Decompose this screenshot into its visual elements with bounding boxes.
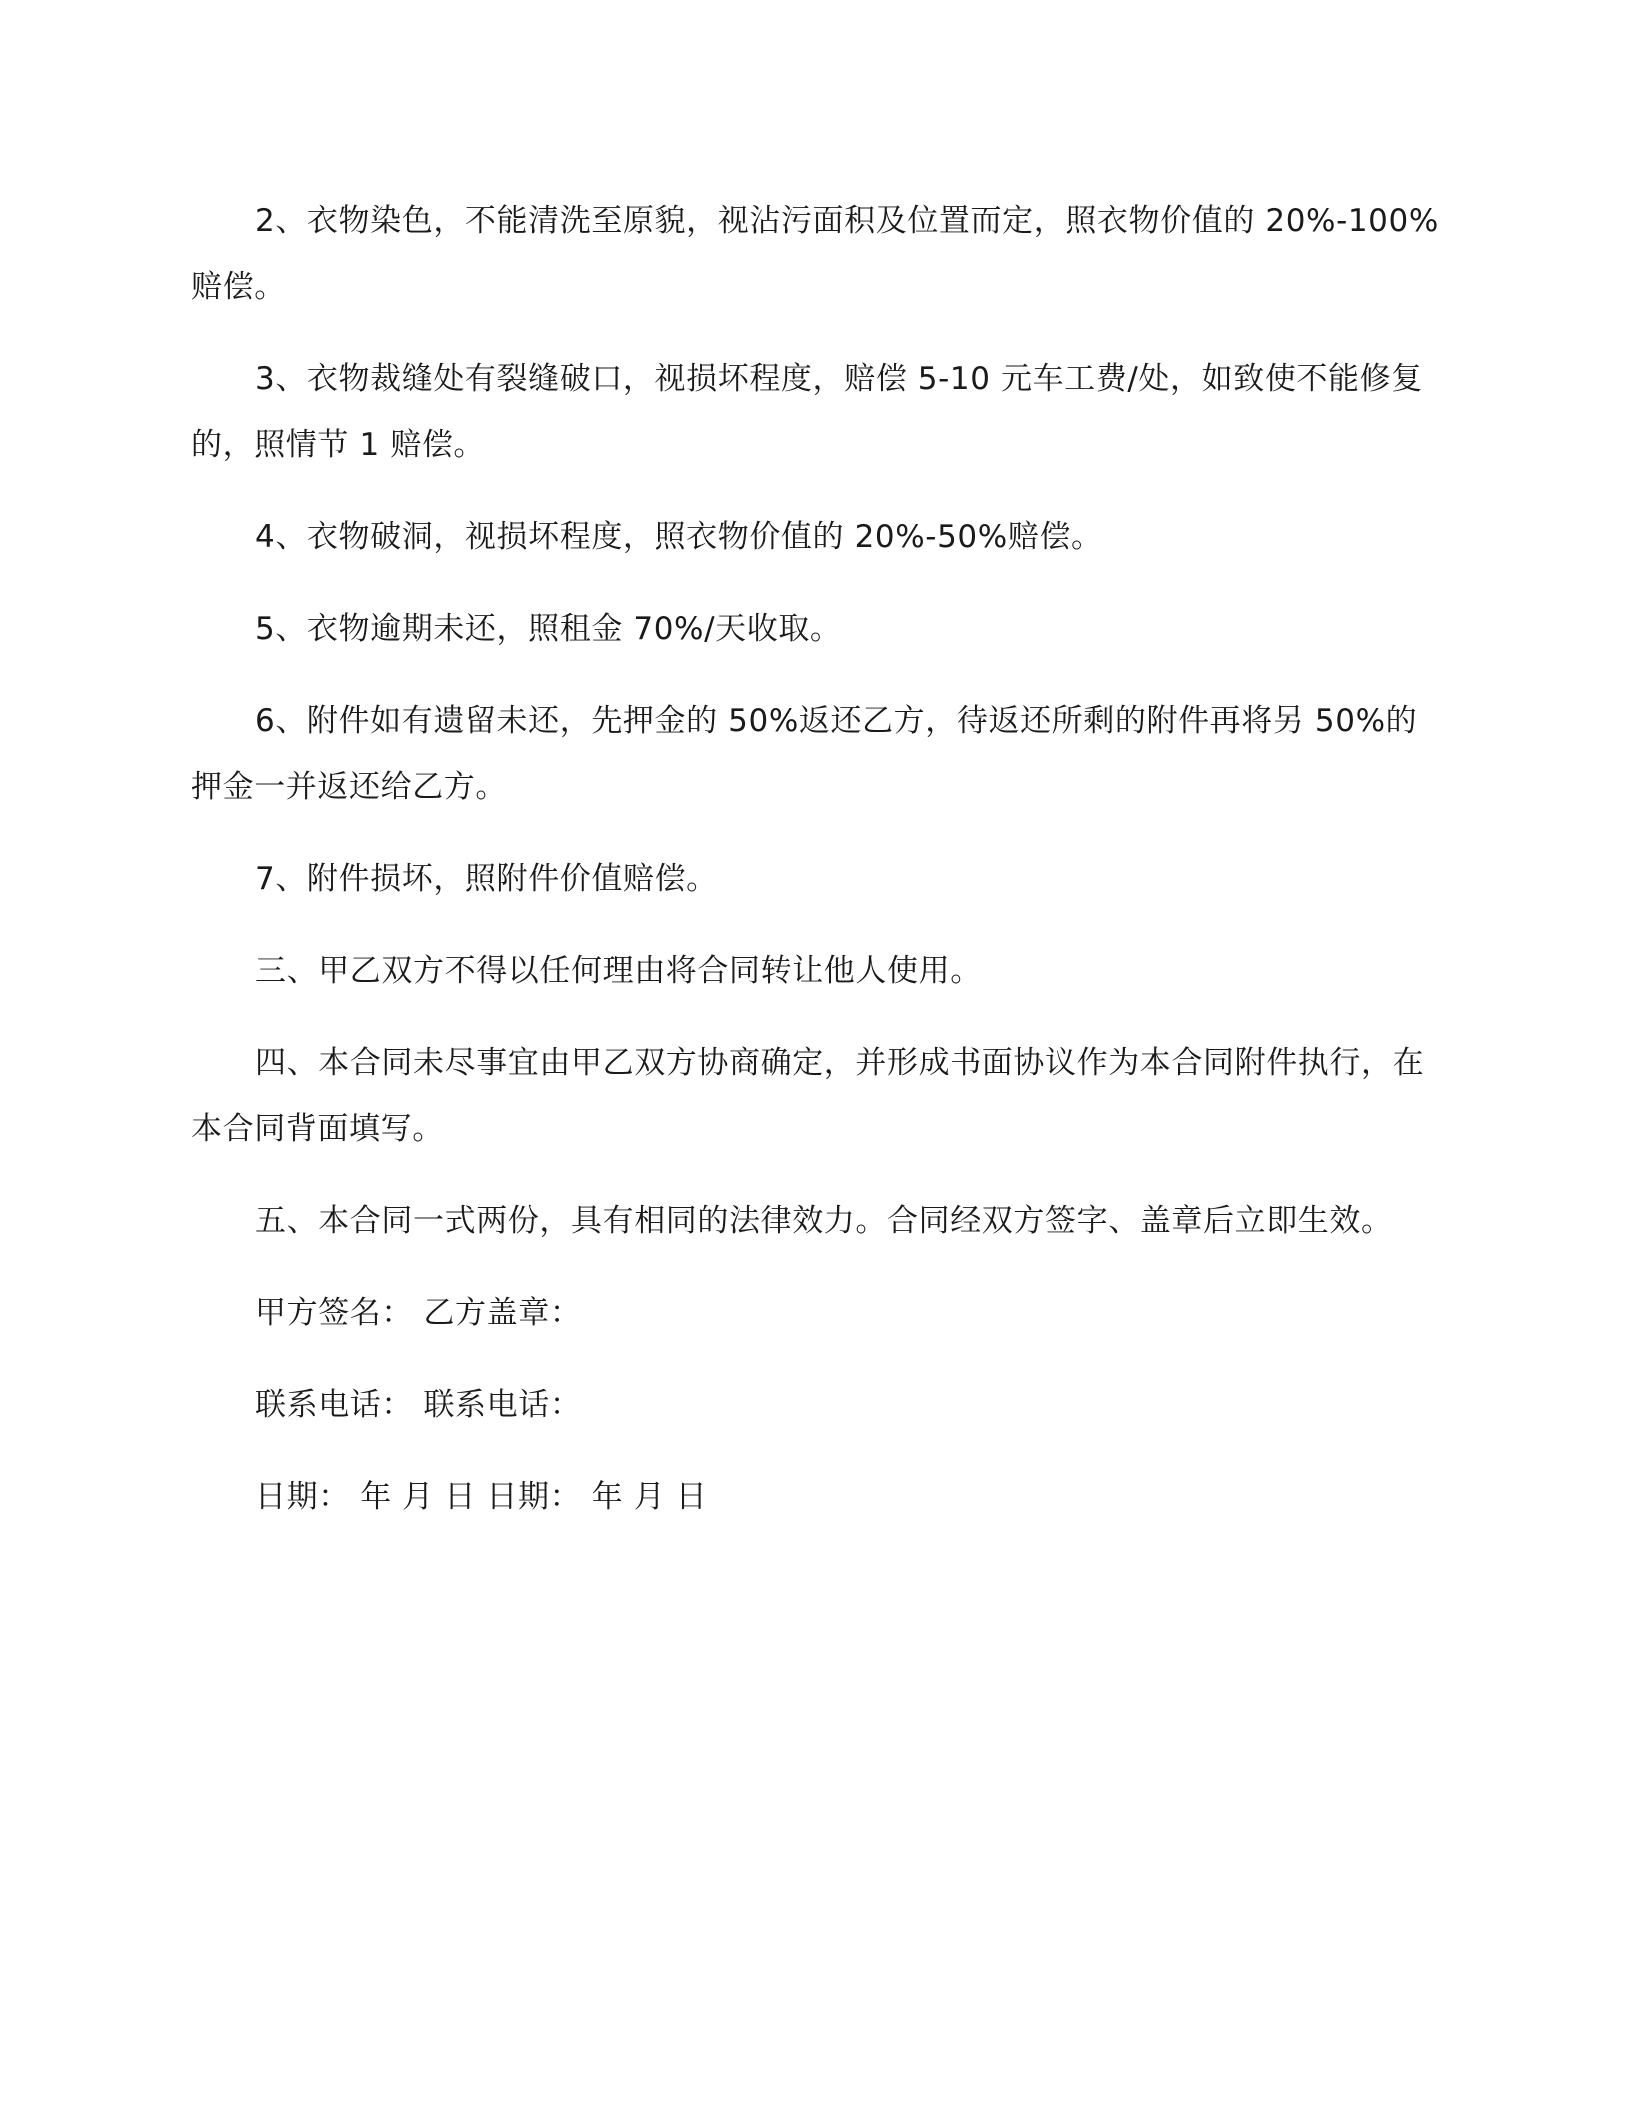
- section-3-no-transfer: 三、甲乙双方不得以任何理由将合同转让他人使用。: [255, 953, 982, 989]
- contact-phone-line: 联系电话： 联系电话：: [255, 1387, 582, 1423]
- clause-4-hole: 4、衣物破洞，视损坏程度，照衣物价值的 20%-50%赔偿。: [255, 519, 1103, 555]
- clause-6-accessories-missing: 6、附件如有遗留未还，先押金的 50%返还乙方，待返还所剩的附件再将另 50%的押金一并返还给乙方。: [191, 703, 1418, 805]
- clause-5-overdue: 5、衣物逾期未还，照租金 70%/天收取。: [255, 611, 842, 647]
- section-5-copies-effect: 五、本合同一式两份，具有相同的法律效力。合同经双方签字、盖章后立即生效。: [255, 1203, 1393, 1239]
- section-4-unresolved-matters: 四、本合同未尽事宜由甲乙双方协商确定，并形成书面协议作为本合同附件执行，在本合同背面填写。: [191, 1045, 1425, 1147]
- clause-2-dyeing: 2、衣物染色，不能清洗至原貌，视沾污面积及位置而定，照衣物价值的 20%-100%赔偿。: [191, 203, 1439, 305]
- date-line: 日期： 年 月 日 日期： 年 月 日: [255, 1479, 708, 1515]
- signature-line: 甲方签名： 乙方盖章：: [255, 1295, 582, 1331]
- clause-7-accessories-damaged: 7、附件损坏，照附件价值赔偿。: [255, 861, 718, 897]
- document-body: [191, 188, 1446, 1556]
- clause-3-seam-tear: 3、衣物裁缝处有裂缝破口，视损坏程度，赔偿 5-10 元车工费/处，如致使不能修复的，照情节 1 赔偿。: [191, 361, 1423, 463]
